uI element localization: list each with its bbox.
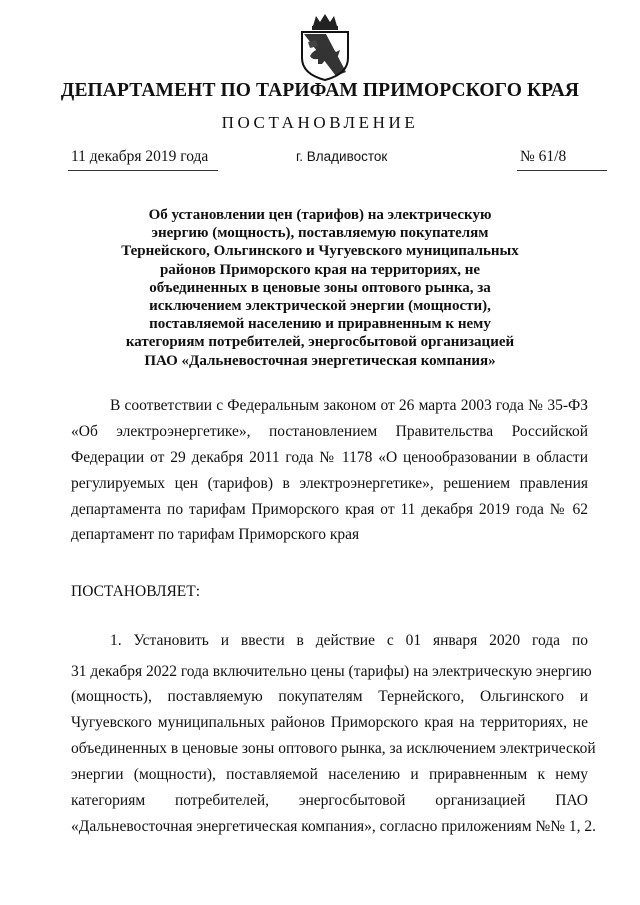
- title-line: ПАО «Дальневосточная энергетическая компания»: [144, 352, 496, 369]
- preamble-line: департамент по тарифам Приморского края: [71, 526, 360, 543]
- preamble-line: регулируемых цен (тарифов) в электроэнергетике», решением правления: [71, 475, 588, 492]
- preamble-line: Федерации от 29 декабря 2011 года № 1178 «О ценообразовании в области: [71, 449, 588, 466]
- item-1-line: категориям потребителей, энергосбытовой организацией ПАО: [71, 792, 588, 809]
- document-date: 11 декабря 2019 года: [71, 148, 209, 165]
- title-line: исключением электрической энергии (мощности),: [149, 298, 491, 315]
- title-line: энергию (мощность), поставляемую покупателям: [151, 225, 489, 242]
- item-1-line: энергии (мощности), поставляемой населению и приравненным к нему: [71, 766, 588, 783]
- document-type: ПОСТАНОВЛЕНИЕ: [221, 113, 419, 132]
- item-1-line: «Дальневосточная энергетическая компания», согласно приложениям №№ 1, 2.: [71, 818, 597, 835]
- item-1-line: 1. Установить и ввести в действие с 01 января 2020 года по: [110, 632, 588, 649]
- document-title: [100, 206, 540, 370]
- item-1-line: (мощность), поставляемую покупателям Тернейского, Ольгинского и: [71, 688, 588, 705]
- title-line: объединенных в ценовые зоны оптового рынка, за: [149, 279, 491, 296]
- number-underline: [517, 170, 607, 171]
- date-underline: [68, 170, 218, 171]
- department-heading: ДЕПАРТАМЕНТ ПО ТАРИФАМ ПРИМОРСКОГО КРАЯ: [60, 80, 580, 101]
- preamble-line: «Об электроэнергетике», постановлением Правительства Российской: [71, 423, 588, 440]
- title-line: Об установлении цен (тарифов) на электрическую: [148, 207, 492, 223]
- item-1-line: объединенных в ценовые зоны оптового рынка, за исключением электрической: [71, 740, 596, 757]
- title-line: категориям потребителей, энергосбытовой организацией: [125, 334, 515, 351]
- title-line: поставляемой населению и приравненным к нему: [149, 316, 491, 333]
- title-line: Тернейского, Ольгинского и Чугуевского муниципальных: [121, 243, 519, 260]
- preamble-line: В соответствии с Федеральным законом от 26 марта 2003 года № 35-ФЗ: [110, 397, 588, 414]
- coat-of-arms-emblem: [296, 12, 354, 82]
- resolves-heading: ПОСТАНОВЛЯЕТ:: [71, 583, 201, 600]
- document-city: г. Владивосток: [296, 149, 388, 164]
- preamble-line: департамента по тарифам Приморского края от 11 декабря 2019 года № 62: [71, 501, 588, 518]
- item-1-line: 31 декабря 2022 года включительно цены (тарифы) на электрическую энергию: [71, 663, 592, 680]
- item-1-line: Чугуевского муниципальных районов Приморского края на территориях, не: [71, 714, 588, 731]
- title-line: районов Приморского края на территориях, не: [159, 261, 481, 278]
- document-number: № 61/8: [520, 148, 567, 165]
